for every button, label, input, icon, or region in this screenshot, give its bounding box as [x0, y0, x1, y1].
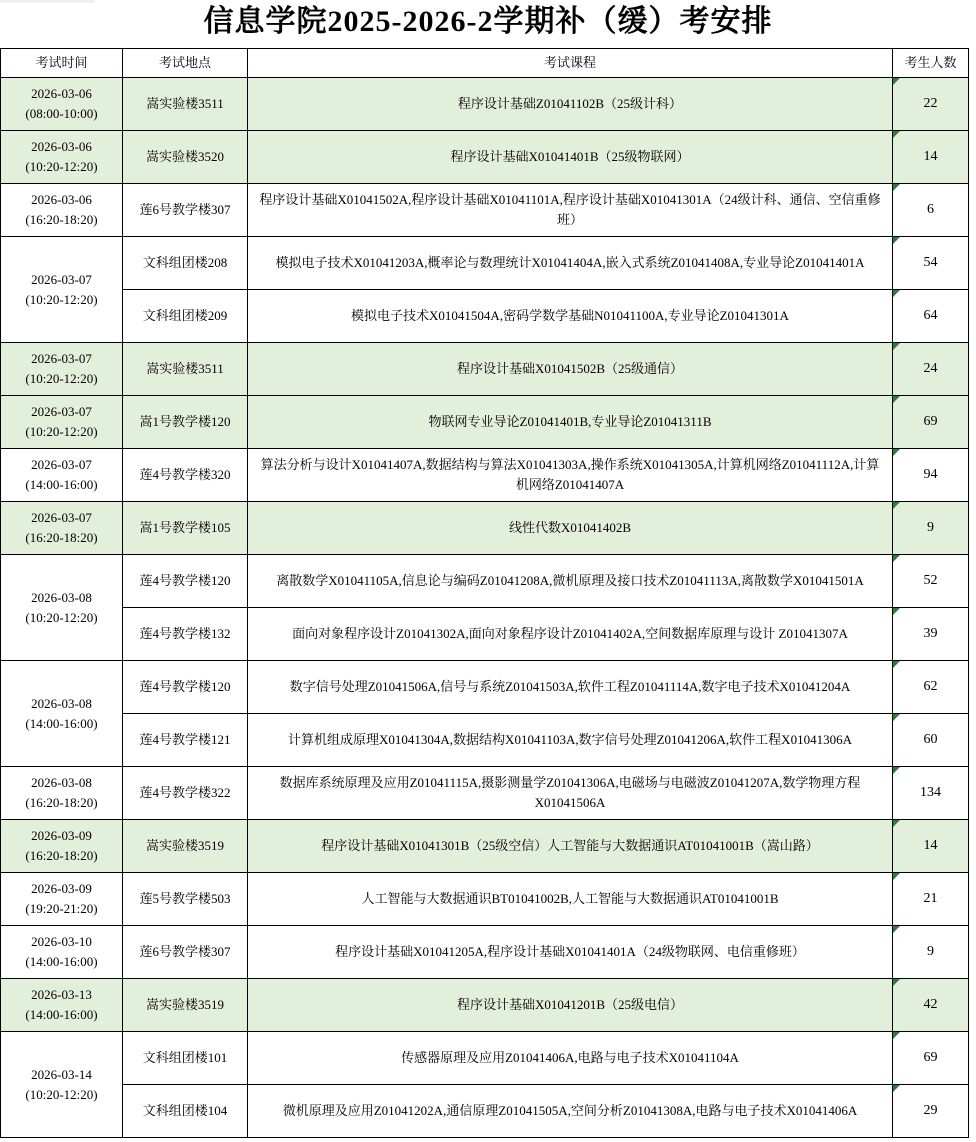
exam-location-cell[interactable]: 嵩1号教学楼120: [123, 396, 248, 449]
cell-error-flag-triangle-icon: [893, 926, 900, 933]
exam-date: 2026-03-10: [31, 934, 92, 949]
exam-course-cell[interactable]: 程序设计基础X01041301B（25级空信）人工智能与大数据通识AT01041001B（嵩山路）: [248, 820, 893, 873]
exam-date: 2026-03-07: [31, 510, 92, 525]
examinee-count-cell[interactable]: [893, 290, 969, 343]
exam-location-cell[interactable]: 莲4号教学楼120: [123, 661, 248, 714]
exam-location-cell[interactable]: 文科组团楼101: [123, 1032, 248, 1085]
examinee-count-value: 62: [923, 679, 938, 695]
exam-time-cell[interactable]: [1, 184, 123, 237]
exam-time-cell[interactable]: [1, 661, 123, 767]
exam-date: 2026-03-08: [31, 589, 92, 605]
exam-timeslot: (14:00-16:00): [25, 1007, 98, 1022]
exam-schedule-table: [0, 48, 969, 1138]
exam-course-cell[interactable]: 算法分析与设计X01041407A,数据结构与算法X01041303A,操作系统X01041305A,计算机网络Z01041112A,计算机网络Z01041407A: [248, 449, 893, 502]
table-row: [1, 555, 969, 608]
table-row: [1, 184, 969, 237]
exam-course-cell[interactable]: 微机原理及应用Z01041202A,通信原理Z01041505A,空间分析Z01041308A,电路与电子技术X01041406A: [248, 1085, 893, 1138]
exam-location-cell[interactable]: 嵩实验楼3511: [123, 343, 248, 396]
examinee-count-value: 134: [920, 785, 941, 801]
exam-timeslot: (14:00-16:00): [25, 477, 98, 492]
exam-course-cell[interactable]: 物联网专业导论Z01041401B,专业导论Z01041311B: [248, 396, 893, 449]
exam-time-cell[interactable]: [1, 449, 123, 502]
table-row: [1, 449, 969, 502]
exam-timeslot: (16:20-18:20): [25, 530, 98, 545]
examinee-count-cell[interactable]: [893, 343, 969, 396]
exam-date: 2026-03-06: [31, 86, 92, 101]
examinee-count-value: 29: [923, 1103, 938, 1119]
examinee-count-value: 39: [923, 626, 938, 642]
exam-date: 2026-03-08: [31, 695, 92, 711]
cell-error-flag-triangle-icon: [893, 184, 900, 191]
table-row: [1, 873, 969, 926]
exam-timeslot: (10:20-12:20): [25, 371, 98, 386]
cell-error-flag-triangle-icon: [893, 343, 900, 350]
exam-course-cell[interactable]: 线性代数X01041402B: [248, 502, 893, 555]
exam-course-cell[interactable]: 离散数学X01041105A,信息论与编码Z01041208A,微机原理及接口技术Z01041113A,离散数学X01041501A: [248, 555, 893, 608]
cell-error-flag-triangle-icon: [893, 608, 900, 615]
cell-error-flag-triangle-icon: [893, 979, 900, 986]
examinee-count-cell[interactable]: [893, 1032, 969, 1085]
exam-time-cell[interactable]: [1, 396, 123, 449]
examinee-count-value: 21: [923, 891, 938, 907]
exam-location-cell[interactable]: 嵩实验楼3511: [123, 78, 248, 131]
table-row: [1, 608, 969, 661]
examinee-count-value: 9: [927, 520, 934, 536]
exam-time-cell[interactable]: [1, 767, 123, 820]
exam-time-cell[interactable]: [1, 502, 123, 555]
cell-error-flag-triangle-icon: [893, 661, 900, 668]
examinee-count-value: 54: [923, 255, 938, 271]
examinee-count-cell[interactable]: [893, 767, 969, 820]
exam-date: 2026-03-07: [31, 271, 92, 287]
table-row: [1, 502, 969, 555]
table-row: [1, 1085, 969, 1138]
exam-date: 2026-03-07: [31, 351, 92, 366]
exam-time-cell[interactable]: [1, 1032, 123, 1138]
exam-timeslot: (10:20-12:20): [25, 291, 98, 307]
exam-date: 2026-03-07: [31, 404, 92, 419]
examinee-count-cell[interactable]: [893, 184, 969, 237]
cell-error-flag-triangle-icon: [893, 873, 900, 880]
exam-course-cell[interactable]: 模拟电子技术X01041504A,密码学数学基础N01041100A,专业导论Z01041301A: [248, 290, 893, 343]
table-row: [1, 396, 969, 449]
cell-error-flag-triangle-icon: [893, 396, 900, 403]
exam-location-cell[interactable]: 文科组团楼104: [123, 1085, 248, 1138]
exam-location-cell[interactable]: 嵩实验楼3520: [123, 131, 248, 184]
exam-location-cell[interactable]: 莲4号教学楼120: [123, 555, 248, 608]
examinee-count-cell[interactable]: [893, 237, 969, 290]
exam-time-cell[interactable]: [1, 343, 123, 396]
examinee-count-cell[interactable]: [893, 926, 969, 979]
exam-location-cell[interactable]: 莲4号教学楼132: [123, 608, 248, 661]
table-row: [1, 1032, 969, 1085]
exam-timeslot: (16:20-18:20): [25, 212, 98, 227]
exam-course-cell[interactable]: 数字信号处理Z01041506A,信号与系统Z01041503A,软件工程Z01041114A,数字电子技术X01041204A: [248, 661, 893, 714]
exam-course-cell[interactable]: 程序设计基础X01041502A,程序设计基础X01041101A,程序设计基础X01041301A（24级计科、通信、空信重修班）: [248, 184, 893, 237]
table-row: [1, 131, 969, 184]
cell-error-flag-triangle-icon: [893, 714, 900, 721]
exam-location-cell[interactable]: 嵩实验楼3519: [123, 820, 248, 873]
exam-location-cell[interactable]: 莲5号教学楼503: [123, 873, 248, 926]
examinee-count-value: 69: [923, 1050, 938, 1066]
exam-course-cell[interactable]: 计算机组成原理X01041304A,数据结构X01041103A,数字信号处理Z01041206A,软件工程X01041306A: [248, 714, 893, 767]
exam-course-cell[interactable]: 程序设计基础X01041401B（25级物联网）: [248, 131, 893, 184]
exam-location-cell[interactable]: 莲4号教学楼320: [123, 449, 248, 502]
cell-error-flag-triangle-icon: [893, 820, 900, 827]
exam-location-cell[interactable]: 文科组团楼209: [123, 290, 248, 343]
exam-time-cell[interactable]: [1, 979, 123, 1032]
examinee-count-cell[interactable]: [893, 820, 969, 873]
table-row: [1, 343, 969, 396]
exam-course-cell[interactable]: 程序设计基础X01041205A,程序设计基础X01041401A（24级物联网、电信重修班）: [248, 926, 893, 979]
cell-error-flag-triangle-icon: [893, 1032, 900, 1039]
cell-error-flag-triangle-icon: [893, 131, 900, 138]
table-row: [1, 820, 969, 873]
exam-date: 2026-03-06: [31, 139, 92, 154]
exam-location-cell[interactable]: 嵩实验楼3519: [123, 979, 248, 1032]
examinee-count-cell[interactable]: [893, 78, 969, 131]
table-row: [1, 714, 969, 767]
exam-course-cell[interactable]: 人工智能与大数据通识BT01041002B,人工智能与大数据通识AT01041001B: [248, 873, 893, 926]
examinee-count-cell[interactable]: [893, 1085, 969, 1138]
table-row: [1, 926, 969, 979]
exam-location-cell[interactable]: 莲6号教学楼307: [123, 926, 248, 979]
table-row: [1, 661, 969, 714]
exam-date: 2026-03-14: [31, 1066, 92, 1082]
cell-error-flag-triangle-icon: [893, 767, 900, 774]
exam-timeslot: (10:20-12:20): [25, 1086, 98, 1102]
exam-location-cell[interactable]: 莲6号教学楼307: [123, 184, 248, 237]
examinee-count-value: 60: [923, 732, 938, 748]
exam-time-cell[interactable]: [1, 926, 123, 979]
examinee-count-cell[interactable]: [893, 608, 969, 661]
exam-timeslot: (08:00-10:00): [25, 106, 98, 121]
examinee-count-cell[interactable]: [893, 449, 969, 502]
exam-date: 2026-03-08: [31, 775, 92, 790]
table-row: [1, 290, 969, 343]
examinee-count-value: 69: [923, 414, 938, 430]
cell-error-flag-triangle-icon: [893, 78, 900, 85]
examinee-count-value: 22: [923, 96, 938, 112]
exam-timeslot: (19:20-21:20): [25, 901, 98, 916]
exam-date: 2026-03-07: [31, 457, 92, 472]
cell-error-flag-triangle-icon: [893, 237, 900, 244]
exam-timeslot: (10:20-12:20): [25, 609, 98, 625]
exam-date: 2026-03-09: [31, 881, 92, 896]
col-header-exam-time[interactable]: 考试时间: [1, 49, 123, 78]
exam-date: 2026-03-09: [31, 828, 92, 843]
exam-location-cell[interactable]: 莲4号教学楼121: [123, 714, 248, 767]
examinee-count-value: 6: [927, 202, 934, 218]
header-row: [1, 49, 969, 78]
exam-course-cell[interactable]: 程序设计基础Z01041102B（25级计科）: [248, 78, 893, 131]
table-row: [1, 979, 969, 1032]
exam-timeslot: (16:20-18:20): [25, 848, 98, 863]
examinee-count-value: 52: [923, 573, 938, 589]
table-row: [1, 237, 969, 290]
examinee-count-cell[interactable]: [893, 131, 969, 184]
table-row: [1, 78, 969, 131]
exam-time-cell[interactable]: [1, 78, 123, 131]
cell-error-flag-triangle-icon: [893, 502, 900, 509]
exam-location-cell[interactable]: 莲4号教学楼322: [123, 767, 248, 820]
col-header-exam-location[interactable]: 考试地点: [123, 49, 248, 78]
exam-timeslot: (14:00-16:00): [25, 715, 98, 731]
examinee-count-value: 9: [927, 944, 934, 960]
examinee-count-value: 14: [923, 149, 938, 165]
exam-timeslot: (14:00-16:00): [25, 954, 98, 969]
exam-time-cell[interactable]: [1, 237, 123, 343]
exam-date: 2026-03-06: [31, 192, 92, 207]
exam-course-cell[interactable]: 程序设计基础X01041502B（25级通信）: [248, 343, 893, 396]
col-header-exam-course[interactable]: 考试课程: [248, 49, 893, 78]
examinee-count-value: 94: [923, 467, 938, 483]
examinee-count-cell[interactable]: [893, 396, 969, 449]
exam-time-cell[interactable]: [1, 873, 123, 926]
page-title: 信息学院2025-2026-2学期补（缓）考安排: [203, 5, 773, 38]
examinee-count-cell[interactable]: [893, 873, 969, 926]
examinee-count-value: 14: [923, 838, 938, 854]
exam-location-cell[interactable]: 文科组团楼208: [123, 237, 248, 290]
examinee-count-cell[interactable]: [893, 979, 969, 1032]
exam-time-cell[interactable]: [1, 131, 123, 184]
exam-date: 2026-03-13: [31, 987, 92, 1002]
exam-course-cell[interactable]: 程序设计基础X01041201B（25级电信）: [248, 979, 893, 1032]
exam-course-cell[interactable]: 数据库系统原理及应用Z01041115A,摄影测量学Z01041306A,电磁场与电磁波Z01041207A,数学物理方程X01041506A: [248, 767, 893, 820]
cell-error-flag-triangle-icon: [893, 449, 900, 456]
examinee-count-cell[interactable]: [893, 502, 969, 555]
exam-course-cell[interactable]: 传感器原理及应用Z01041406A,电路与电子技术X01041104A: [248, 1032, 893, 1085]
cell-error-flag-triangle-icon: [893, 555, 900, 562]
examinee-count-value: 64: [923, 308, 938, 324]
exam-time-cell[interactable]: [1, 820, 123, 873]
exam-timeslot: (10:20-12:20): [25, 424, 98, 439]
exam-time-cell[interactable]: [1, 555, 123, 661]
examinee-count-cell[interactable]: [893, 714, 969, 767]
examinee-count-value: 24: [923, 361, 938, 377]
exam-course-cell[interactable]: 面向对象程序设计Z01041302A,面向对象程序设计Z01041402A,空间数据库原理与设计 Z01041307A: [248, 608, 893, 661]
examinee-count-value: 42: [923, 997, 938, 1013]
cell-error-flag-triangle-icon: [893, 1085, 900, 1092]
exam-timeslot: (10:20-12:20): [25, 159, 98, 174]
exam-location-cell[interactable]: 嵩1号教学楼105: [123, 502, 248, 555]
cell-error-flag-triangle-icon: [893, 290, 900, 297]
examinee-count-cell[interactable]: [893, 661, 969, 714]
col-header-examinee-count[interactable]: 考生人数: [893, 49, 969, 78]
examinee-count-cell[interactable]: [893, 555, 969, 608]
table-row: [1, 767, 969, 820]
exam-timeslot: (16:20-18:20): [25, 795, 98, 810]
exam-course-cell[interactable]: 模拟电子技术X01041203A,概率论与数理统计X01041404A,嵌入式系统Z01041408A,专业导论Z01041401A: [248, 237, 893, 290]
